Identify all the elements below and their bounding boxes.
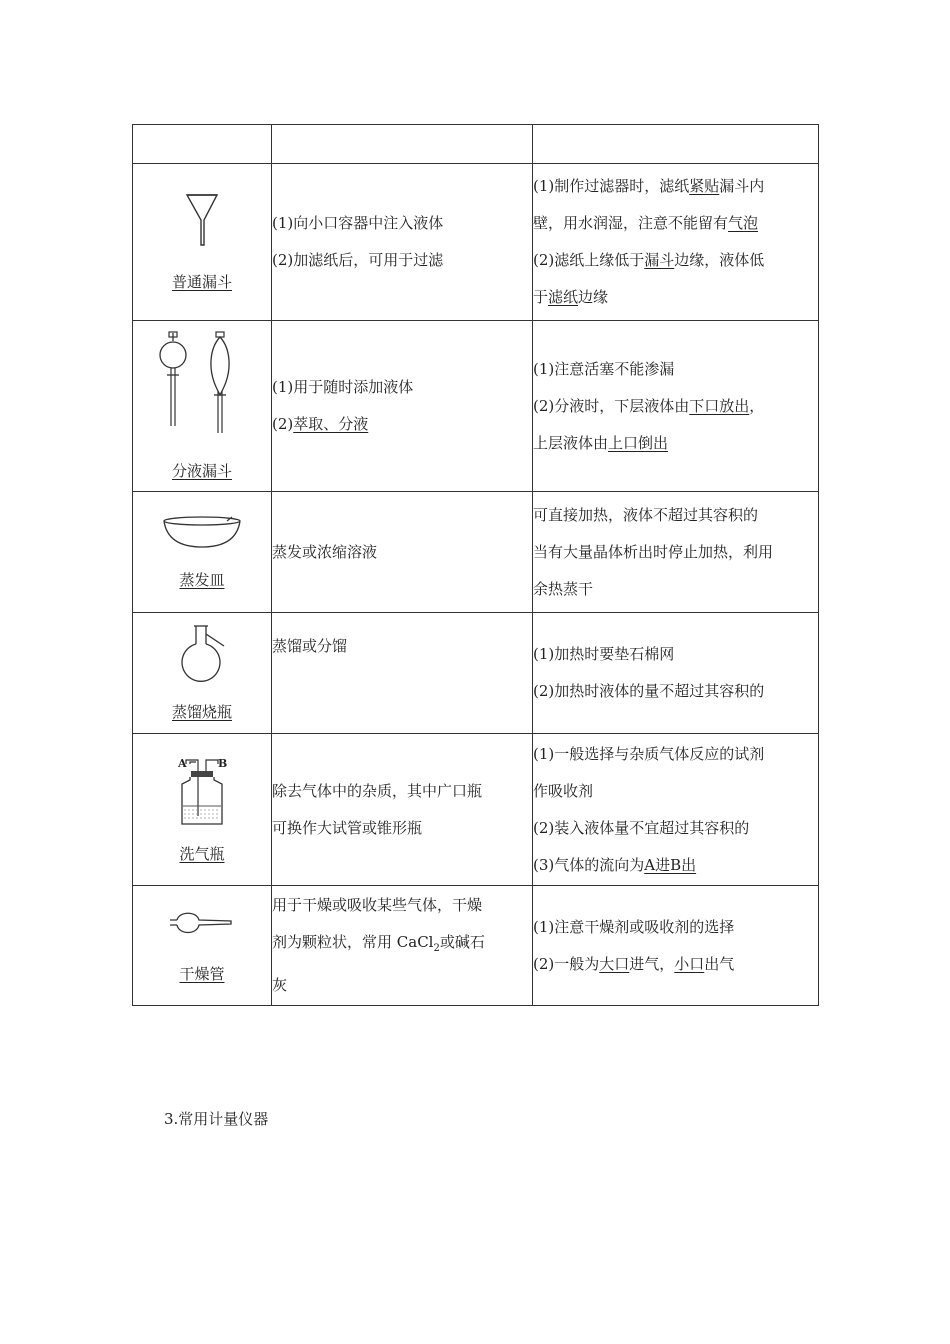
note-line [533, 205, 818, 242]
note-line [533, 168, 818, 205]
note-underlined: 气泡 [728, 214, 759, 232]
note-line [533, 279, 818, 316]
note-line: (2)装入液体量不宜超过其容积的 [533, 818, 750, 837]
subscript: 2 [433, 943, 440, 954]
usage-line: 蒸发或浓缩溶液 [272, 542, 378, 561]
usage-line: (2)加滤纸后，可用于过滤 [272, 251, 444, 269]
note-line: (1)加热时要垫石棉网 [533, 645, 675, 663]
table-row [133, 164, 819, 321]
notes-cell [533, 492, 819, 613]
apparatus-name: 干燥管 [179, 964, 225, 983]
notes-cell [533, 734, 819, 886]
note-line [533, 388, 818, 425]
note-text: 于 [533, 288, 549, 306]
note-line: 余热蒸干 [533, 579, 594, 598]
distillation-flask-icon [172, 624, 232, 682]
table-row [133, 321, 819, 492]
apparatus-image-cell [133, 321, 272, 492]
note-underlined: 上口倒出 [608, 433, 669, 452]
notes-cell [533, 886, 819, 1006]
usage-cell [272, 164, 533, 321]
evaporating-dish-icon [161, 514, 243, 550]
apparatus-name: 普通漏斗 [171, 273, 232, 291]
notes-cell [533, 613, 819, 734]
usage-cell [272, 734, 533, 886]
note-text: 壁，用水润湿，注意不能留有 [533, 214, 729, 232]
table-row [133, 613, 819, 734]
gas-washing-bottle-icon [176, 756, 228, 826]
usage-line [272, 924, 532, 967]
note-underlined: 小口 [674, 954, 705, 973]
note-line: 作吸收剂 [533, 781, 594, 800]
usage-line: 可换作大试管或锥形瓶 [272, 818, 423, 837]
usage-cell [272, 886, 533, 1006]
separatory-funnel-icon [157, 331, 247, 439]
drying-tube-icon [167, 908, 237, 938]
note-underlined: 下口放出 [689, 396, 750, 415]
note-line: (1)注意干燥剂或吸收剂的选择 [533, 917, 735, 936]
note-line: (2)加热时液体的量不超过其容积的 [533, 682, 765, 700]
usage-cell [272, 321, 533, 492]
usage-underlined: 萃取、分液 [293, 415, 369, 433]
header-cell [272, 125, 533, 164]
table-row [133, 734, 819, 886]
note-line: (1)注意活塞不能渗漏 [533, 359, 675, 378]
note-text: 进气， [629, 954, 675, 973]
apparatus-image-cell [133, 613, 272, 734]
apparatus-table [132, 124, 819, 1006]
note-underlined: 大口 [599, 954, 630, 973]
usage-line: (1)向小口容器中注入液体 [272, 214, 444, 232]
note-text: (2)一般为 [533, 954, 600, 973]
note-underlined: A进B出 [644, 855, 697, 874]
note-text: ， [749, 396, 765, 415]
table-header-row [133, 125, 819, 164]
table-row [133, 886, 819, 1006]
usage-line: 除去气体中的杂质，其中广口瓶 [272, 781, 483, 800]
notes-cell [533, 164, 819, 321]
funnel-icon [182, 192, 222, 248]
header-cell [133, 125, 272, 164]
usage-text: (2) [272, 415, 294, 433]
header-cell [533, 125, 819, 164]
note-underlined: 漏斗 [644, 251, 675, 269]
usage-cell [272, 613, 533, 734]
note-line [533, 425, 818, 462]
apparatus-name: 蒸发皿 [179, 571, 225, 589]
apparatus-name: 蒸馏烧瓶 [171, 703, 232, 721]
apparatus-image-cell [133, 164, 272, 321]
usage-line: 灰 [272, 976, 288, 994]
note-line [533, 946, 818, 983]
note-text: (3)气体的流向为 [533, 855, 645, 874]
usage-text: 或碱石 [439, 933, 485, 951]
note-text: 上层液体由 [533, 433, 609, 452]
note-text: (1)制作过滤器时，滤纸 [533, 177, 690, 195]
note-underlined: 紧贴 [689, 177, 720, 195]
note-text: 出气 [704, 954, 735, 973]
note-line: 可直接加热，液体不超过其容积的 [533, 505, 759, 524]
note-text: 边缘 [578, 288, 609, 306]
usage-text: 剂为颗粒状，常用 CaCl [272, 933, 434, 951]
apparatus-image-cell [133, 734, 272, 886]
note-text: 漏斗内 [719, 177, 765, 195]
section-title: 3.常用计量仪器 [164, 1110, 269, 1128]
note-line [533, 847, 818, 884]
inlet-label: A [178, 756, 187, 770]
notes-cell [533, 321, 819, 492]
note-line [533, 242, 818, 279]
apparatus-image-cell [133, 886, 272, 1006]
note-text: 边缘，液体低 [674, 251, 765, 269]
note-text: (2)分液时，下层液体由 [533, 396, 690, 415]
note-underlined: 滤纸 [548, 288, 579, 306]
note-line: (1)一般选择与杂质气体反应的试剂 [533, 744, 765, 763]
note-text: (2)滤纸上缘低于 [533, 251, 645, 269]
apparatus-image-cell [133, 492, 272, 613]
usage-cell [272, 492, 533, 613]
usage-line: 用于干燥或吸收某些气体，干燥 [272, 896, 483, 914]
apparatus-name: 分液漏斗 [171, 462, 232, 480]
usage-line: (1)用于随时添加液体 [272, 378, 414, 396]
usage-line: 蒸馏或分馏 [272, 637, 348, 655]
outlet-label: B [218, 756, 228, 770]
note-line: 当有大量晶体析出时停止加热，利用 [533, 542, 774, 561]
apparatus-name: 洗气瓶 [179, 844, 225, 863]
usage-line [272, 406, 532, 443]
table-row [133, 492, 819, 613]
